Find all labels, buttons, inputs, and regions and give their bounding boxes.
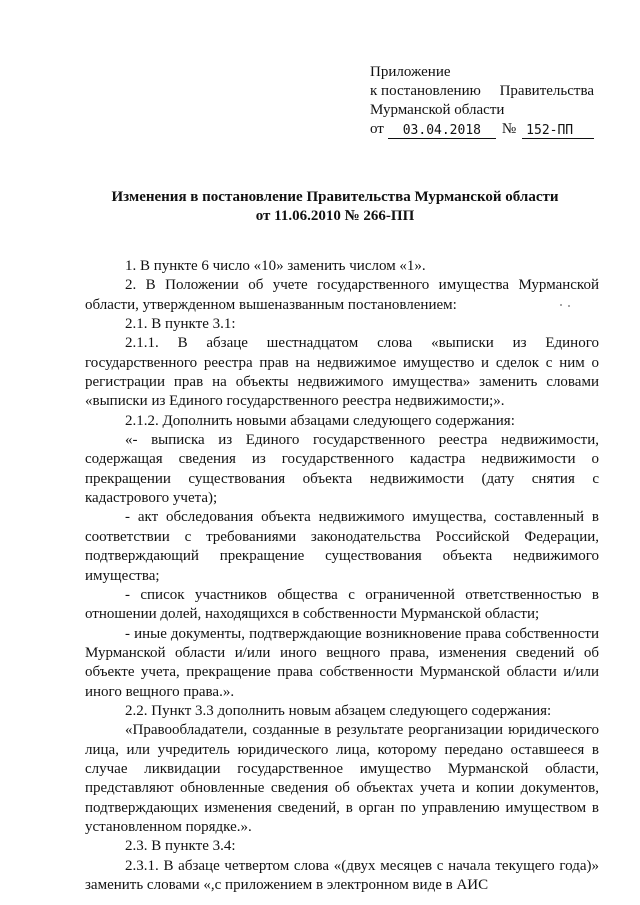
- approval-line-2: [370, 82, 594, 101]
- paragraph-2-1-1: 2.1.1. В абзаце шестнадцатом слова «выписки из Единого государственного реестра прав на недвижимое имущество и сделок с ним о регистрации прав на объекты недвижимого имущества» заменить словами «выписки из Единого государственного реестра недвижимости;».: [85, 335, 599, 410]
- paragraph-1: 1. В пункте 6 число «10» заменить числом «1».: [125, 258, 426, 274]
- scan-speck: [568, 305, 570, 307]
- from-label: от: [370, 121, 384, 137]
- document-body: [85, 257, 599, 895]
- paragraph-2-3-1: 2.3.1. В абзаце четвертом слова «(двух месяцев с начала текущего года)» заменить словами «,с приложением в электронном виде в АИС: [85, 857, 599, 893]
- approval-line-2-right: Правительства: [499, 83, 594, 99]
- approval-block: [370, 63, 610, 139]
- paragraph-rightholders: «Правообладатели, созданные в результате реорганизации юридического лица, или учредитель юридического лица, которому передано оставшееся в случае ликвидации государственное имущество Мурманской области, представляют обновленные сведения об объектах учета и копии документов, подтверждающих изменения сведений, в орган по управлению имуществом в установленном порядке.».: [85, 722, 599, 835]
- paragraph-2-1-2: 2.1.2. Дополнить новыми абзацами следующего содержания:: [125, 412, 515, 429]
- handwritten-number: 152-ПП: [522, 123, 594, 139]
- paragraph-participants-list-item: - список участников общества с ограниченной ответственностью в отношении долей, находящихся в собственности Мурманской области;: [85, 586, 599, 623]
- document-title: [60, 188, 610, 226]
- paragraph-inspection-act-item: - акт обследования объекта недвижимого имущества, составленный в соответствии с требованиями законодательства Российской Федерации, подтверждающий прекращение существования объекта недвижимого имущества;: [85, 509, 599, 584]
- scan-speck: [560, 304, 562, 306]
- title-line-2: от 11.06.2010 № 266-ПП: [255, 208, 415, 224]
- paragraph-2-1: 2.1. В пункте 3.1:: [125, 316, 236, 333]
- approval-date-line: [370, 120, 610, 139]
- paragraph-other-documents-item: - иные документы, подтверждающие возникновение права собственности Мурманской области и/или иного вещного права, изменения сведений об объекте учета, прекращение права собственности Мурманской области и/или иного вещного права.».: [85, 625, 599, 700]
- paragraph-2: 2. В Положении об учете государственного имущества Мурманской области, утвержденном вышеназванным постановлением:: [85, 277, 599, 313]
- approval-line-2-left: к постановлению: [370, 83, 481, 99]
- approval-line-3: Мурманской области: [370, 102, 505, 118]
- paragraph-2-3: 2.3. В пункте 3.4:: [125, 838, 236, 855]
- handwritten-date: 03.04.2018: [388, 123, 496, 139]
- paragraph-extract-item: «- выписка из Единого государственного реестра недвижимости, содержащая сведения из государственного кадастра недвижимости о прекращении существования объекта недвижимости (дату снятия с кадастрового учета);: [85, 432, 599, 507]
- title-line-1: Изменения в постановление Правительства Мурманской области: [111, 189, 559, 205]
- approval-line-1: Приложение: [370, 64, 451, 80]
- paragraph-2-2: 2.2. Пункт 3.3 дополнить новым абзацем следующего содержания:: [125, 702, 552, 719]
- number-label: №: [501, 121, 517, 137]
